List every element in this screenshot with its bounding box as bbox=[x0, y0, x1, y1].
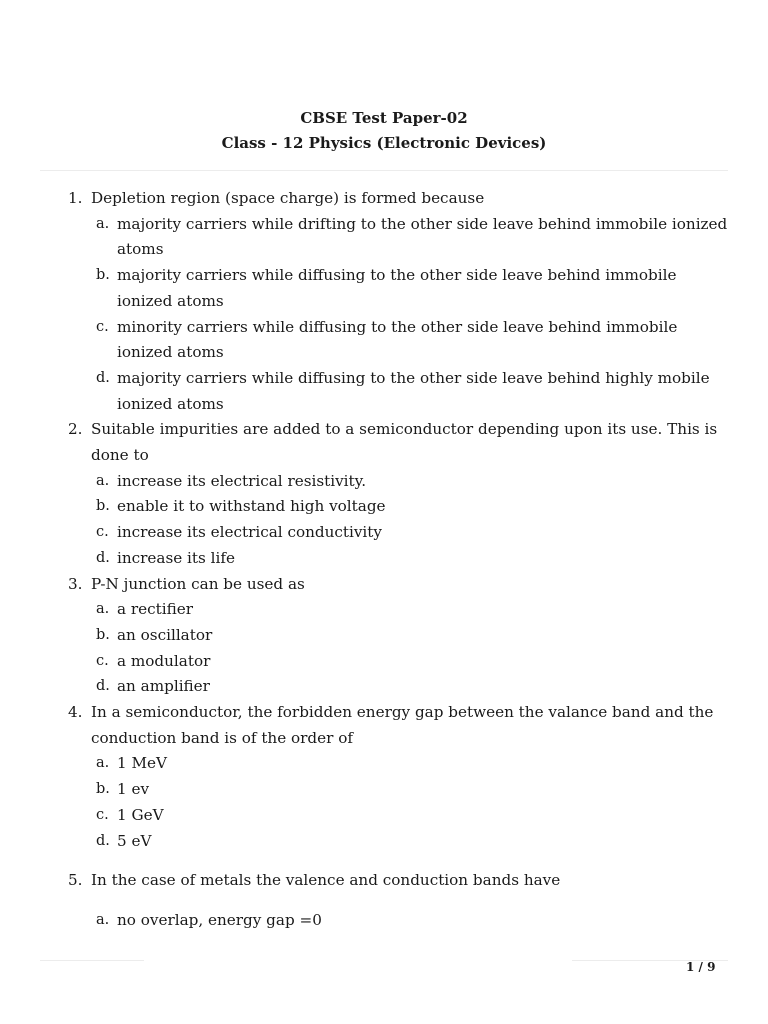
option-label: c. bbox=[96, 652, 109, 669]
option-text: majority carriers while diffusing to the other side leave behind highly mobile ionized atoms bbox=[117, 368, 710, 413]
option-label: c. bbox=[96, 318, 109, 335]
question-text: Depletion region (space charge) is formed because bbox=[91, 189, 485, 207]
option-text: minority carriers while diffusing to the other side leave behind immobile ionized atoms bbox=[117, 317, 678, 362]
question-text: P-N junction can be used as bbox=[91, 574, 305, 593]
option-text: a modulator bbox=[117, 651, 211, 670]
option-text: increase its life bbox=[117, 548, 235, 567]
option-text: 1 GeV bbox=[117, 805, 164, 824]
option-b bbox=[91, 263, 732, 314]
option-label: b. bbox=[96, 267, 110, 284]
question-5 bbox=[0, 868, 768, 933]
question-text: In the case of metals the valence and conduction bands have bbox=[91, 871, 561, 890]
question-number: 4. bbox=[68, 703, 83, 722]
option-label: d. bbox=[96, 832, 110, 849]
question-number: 5. bbox=[68, 871, 83, 890]
option-b bbox=[91, 777, 732, 803]
option-a bbox=[91, 597, 732, 623]
option-c bbox=[91, 315, 732, 366]
option-label: b. bbox=[96, 781, 110, 798]
question-text: In a semiconductor, the forbidden energy gap between the valance band and the conduction band is of the order of bbox=[91, 703, 714, 747]
option-a bbox=[91, 469, 732, 495]
question-2 bbox=[0, 417, 768, 571]
option-text: increase its electrical conductivity bbox=[117, 523, 382, 542]
question-number: 2. bbox=[68, 420, 83, 439]
option-list bbox=[91, 597, 732, 700]
paper-title: CBSE Test Paper-02 bbox=[300, 109, 468, 127]
option-text: majority carriers while diffusing to the other side leave behind immobile ionized atoms bbox=[117, 266, 677, 310]
option-label: a. bbox=[96, 472, 110, 489]
option-c bbox=[91, 520, 732, 546]
option-text: an amplifier bbox=[117, 677, 210, 696]
option-list bbox=[91, 469, 732, 572]
option-d bbox=[91, 829, 732, 855]
option-text: increase its electrical resistivity. bbox=[117, 471, 367, 490]
question-4 bbox=[0, 700, 768, 854]
question-list bbox=[0, 186, 768, 934]
option-label: d. bbox=[96, 549, 110, 566]
option-d bbox=[91, 546, 732, 572]
question-text: Suitable impurities are added to a semiconductor depending upon its use. This is done to bbox=[91, 420, 718, 465]
option-label: c. bbox=[96, 806, 109, 823]
option-text: 5 eV bbox=[117, 831, 152, 850]
page-header bbox=[0, 106, 768, 156]
question-1 bbox=[0, 186, 768, 417]
option-label: d. bbox=[96, 369, 110, 386]
question-3 bbox=[0, 572, 768, 701]
option-label: a. bbox=[96, 755, 110, 772]
option-a bbox=[91, 908, 732, 934]
header-divider bbox=[40, 170, 728, 171]
option-list bbox=[91, 908, 732, 934]
option-label: a. bbox=[96, 215, 110, 232]
question-number: 3. bbox=[68, 574, 83, 593]
option-c bbox=[91, 803, 732, 829]
option-d bbox=[91, 674, 732, 700]
option-label: a. bbox=[96, 911, 110, 928]
page-number: 1 / 9 bbox=[686, 960, 716, 974]
option-a bbox=[91, 751, 732, 777]
question-number: 1. bbox=[68, 189, 83, 207]
option-text: enable it to withstand high voltage bbox=[117, 497, 386, 516]
footer-divider-left bbox=[40, 960, 144, 961]
option-text: 1 MeV bbox=[117, 754, 167, 773]
option-b bbox=[91, 623, 732, 649]
paper-subtitle: Class - 12 Physics (Electronic Devices) bbox=[221, 134, 547, 152]
option-text: an oscillator bbox=[117, 625, 213, 644]
option-text: no overlap, energy gap =0 bbox=[117, 910, 322, 929]
option-d bbox=[91, 366, 732, 417]
option-c bbox=[91, 649, 732, 675]
option-text: a rectifier bbox=[117, 600, 193, 619]
option-label: b. bbox=[96, 626, 110, 643]
option-list bbox=[91, 212, 732, 418]
option-a bbox=[91, 212, 732, 263]
option-label: c. bbox=[96, 524, 109, 541]
option-text: 1 ev bbox=[117, 780, 150, 799]
option-label: b. bbox=[96, 498, 110, 515]
option-list bbox=[91, 751, 732, 854]
option-text: majority carriers while drifting to the other side leave behind immobile ionized atoms bbox=[117, 214, 728, 259]
option-label: a. bbox=[96, 601, 110, 618]
option-label: d. bbox=[96, 678, 110, 695]
option-b bbox=[91, 494, 732, 520]
